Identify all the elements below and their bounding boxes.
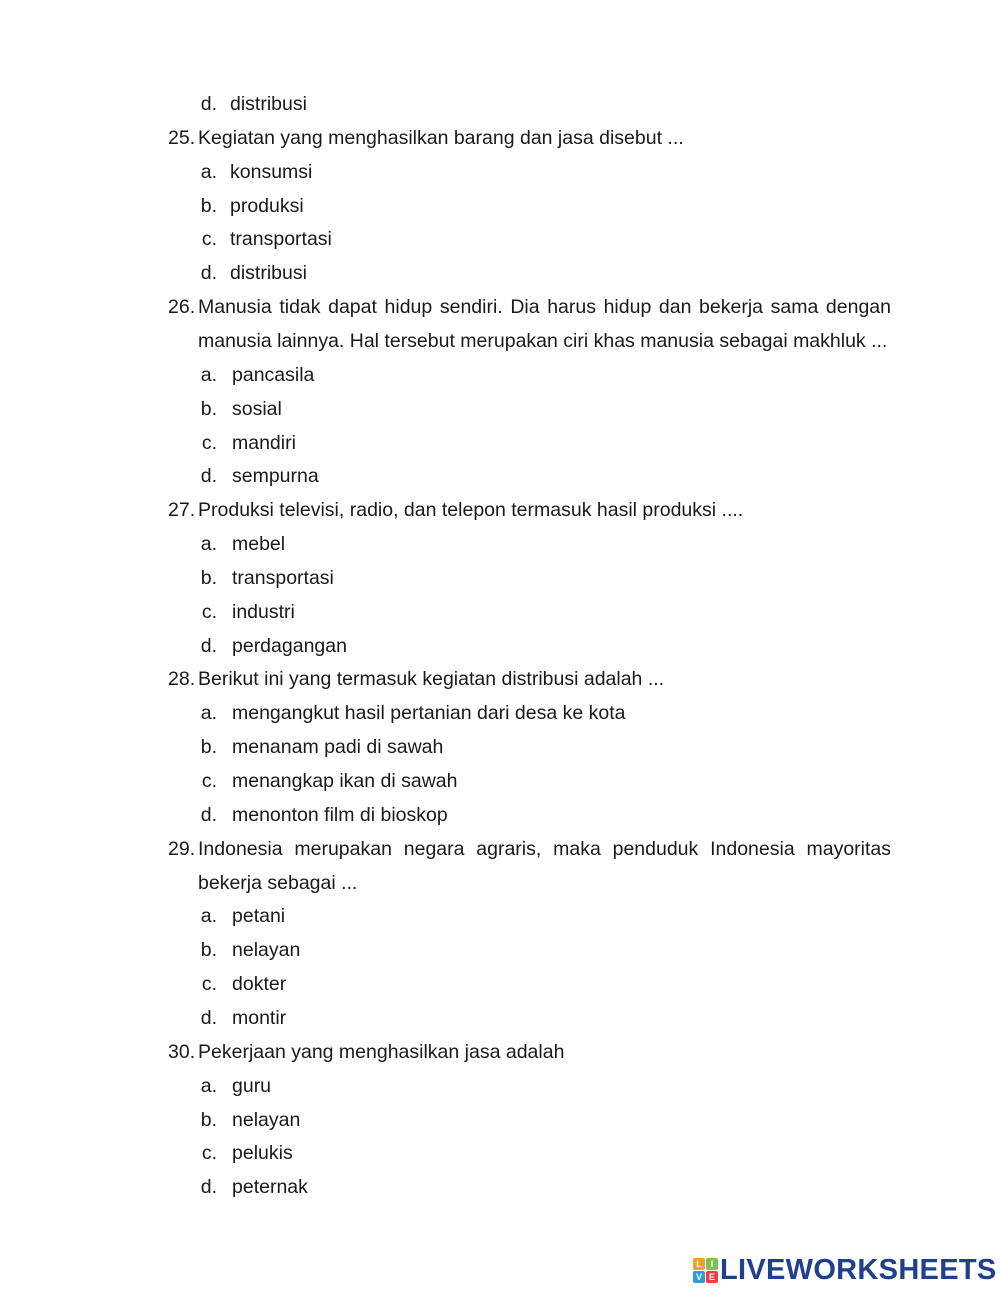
option-text: peternak	[232, 1176, 308, 1199]
option-text: nelayan	[232, 939, 301, 962]
option-text: sempurna	[232, 465, 319, 488]
option-text: nelayan	[232, 1108, 301, 1131]
option-letter: b.	[200, 566, 217, 589]
question-number: 26.	[168, 296, 196, 319]
option-text: mebel	[232, 533, 286, 556]
option-letter: a.	[200, 160, 217, 183]
logo-mark-e: E	[706, 1271, 718, 1283]
option-letter: d.	[200, 803, 217, 826]
option-text: produksi	[230, 194, 304, 217]
question-text-line: bekerja sebagai ...	[198, 871, 358, 894]
option-text: distribusi	[230, 262, 307, 285]
option-text: menonton film di bioskop	[232, 803, 448, 826]
option-text: perdagangan	[232, 634, 347, 657]
logo-mark-l: L	[693, 1258, 705, 1270]
option-letter: b.	[200, 939, 217, 962]
logo-mark-i: I	[706, 1258, 718, 1270]
option-letter: c.	[201, 600, 217, 623]
logo-mark	[693, 1258, 718, 1283]
option-text: konsumsi	[230, 160, 313, 183]
option-letter: d.	[200, 1176, 217, 1199]
option-letter: c.	[201, 1142, 217, 1165]
liveworksheets-logo	[693, 1254, 997, 1286]
option-letter: d.	[200, 93, 217, 115]
option-text: guru	[232, 1074, 272, 1097]
question-text-line: manusia lainnya. Hal tersebut merupakan ciri khas manusia sebagai makhluk ...	[198, 329, 888, 352]
option-text: menangkap ikan di sawah	[232, 770, 458, 792]
option-text: industri	[232, 600, 295, 623]
question-text-line: Pekerjaan yang menghasilkan jasa adalah	[198, 1040, 565, 1063]
question-number: 25.	[168, 126, 196, 149]
option-text: menanam padi di sawah	[232, 736, 444, 759]
question-text-line: Kegiatan yang menghasilkan barang dan jasa disebut ...	[198, 126, 684, 149]
question-text-line: Indonesia merupakan negara agraris, maka penduduk Indonesia mayoritas	[198, 837, 891, 860]
option-letter: c.	[201, 228, 217, 251]
option-letter: a.	[200, 905, 217, 928]
option-letter: d.	[200, 634, 217, 657]
option-letter: a.	[200, 702, 217, 725]
option-letter: b.	[200, 397, 217, 420]
option-text: transportasi	[230, 228, 332, 251]
option-letter: d.	[200, 262, 217, 285]
option-text: transportasi	[232, 566, 334, 589]
option-text: montir	[232, 1006, 287, 1029]
option-text: petani	[232, 905, 286, 928]
option-letter: a.	[200, 363, 217, 386]
option-letter: c.	[201, 973, 217, 996]
option-text: mengangkut hasil pertanian dari desa ke kota	[232, 702, 626, 725]
option-text: dokter	[232, 973, 287, 996]
logo-mark-v: V	[693, 1271, 705, 1283]
option-text: distribusi	[230, 93, 307, 115]
option-letter: b.	[200, 1108, 217, 1131]
question-text-line: Manusia tidak dapat hidup sendiri. Dia harus hidup dan bekerja sama dengan	[198, 296, 891, 319]
question-number: 28.	[168, 668, 196, 691]
option-text: pancasila	[232, 363, 315, 386]
option-letter: d.	[200, 465, 217, 488]
question-text-line: Produksi televisi, radio, dan telepon termasuk hasil produksi ....	[198, 499, 744, 522]
question-number: 29.	[168, 837, 196, 860]
question-number: 27.	[168, 499, 196, 522]
option-letter: c.	[201, 770, 217, 792]
option-letter: a.	[200, 533, 217, 556]
option-letter: a.	[200, 1074, 217, 1097]
question-number: 30.	[168, 1040, 196, 1063]
option-letter: b.	[200, 736, 217, 759]
option-letter: d.	[200, 1006, 217, 1029]
question-text-line: Berikut ini yang termasuk kegiatan distribusi adalah ...	[198, 668, 665, 691]
logo-text: LIVEWORKSHEETS	[720, 1253, 997, 1286]
option-letter: c.	[201, 431, 217, 454]
option-text: mandiri	[232, 431, 296, 454]
option-text: pelukis	[232, 1142, 293, 1165]
option-text: sosial	[232, 397, 282, 420]
option-letter: b.	[200, 194, 217, 217]
